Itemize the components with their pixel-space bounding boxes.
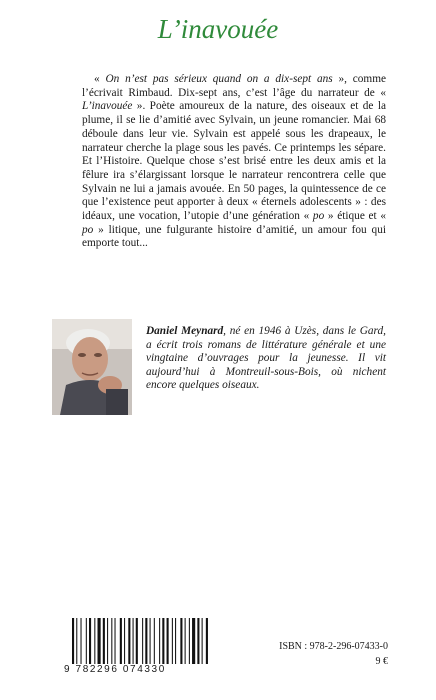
blurb-paragraph: [82, 73, 386, 251]
barcode-bar: [145, 618, 147, 664]
barcode-bar: [189, 618, 190, 664]
barcode-bar: [167, 618, 169, 664]
author-bio: [146, 325, 386, 393]
book-price: 9 €: [375, 656, 388, 667]
blurb-end: » litique, une fulgurante histoire d’amitié, un amour fou qui emporte tout...: [82, 223, 386, 250]
barcode-bar: [98, 618, 101, 664]
author-name: Daniel Meynard: [146, 325, 224, 337]
barcode-bar: [115, 618, 116, 664]
barcode-bar: [175, 618, 176, 664]
barcode-bar: [133, 618, 134, 664]
barcode: [64, 614, 220, 674]
barcode-bar: [86, 618, 87, 664]
barcode-bar: [154, 618, 155, 664]
barcode-bar: [120, 618, 122, 664]
barcode-bar: [76, 618, 77, 664]
barcode-bar: [111, 618, 112, 664]
barcode-bars: [68, 618, 216, 664]
barcode-bar: [72, 618, 74, 664]
barcode-bar: [172, 618, 173, 664]
author-bio-text: , né en 1946 à Uzès, dans le Gard, a écrit trois romans de littérature générale et une vingtaine d’ouvrages pour la jeunesse. Il vit aujourd’hui à Montreuil-sous-Bois, où nichent encore quelques oiseaux.: [146, 325, 386, 392]
barcode-bar: [162, 618, 164, 664]
barcode-bar: [206, 618, 208, 664]
blurb-book-title: L’inavouée: [82, 100, 133, 113]
barcode-bar: [185, 618, 186, 664]
barcode-bar: [107, 618, 108, 664]
barcode-bar: [136, 618, 138, 664]
blurb-po-1: po: [312, 210, 325, 223]
back-cover-blurb: [82, 73, 386, 251]
blurb-quote-rest: », comme l’écrivait Rimbaud. Dix-sept ans, c’est l’âge du narrateur de «: [82, 73, 386, 99]
barcode-bar: [128, 618, 130, 664]
barcode-bar: [159, 618, 160, 664]
barcode-bar: [124, 618, 125, 664]
blurb-middle: » étique et «: [324, 210, 386, 223]
barcode-bar: [202, 618, 203, 664]
blurb-body: ». Poète amoureux de la nature, des oiseaux et de la plume, il se lie d’amitié avec Sylvain, un jeune romancier. Mai 68 déboule dans leur vie. Sylvain est appelé sous les drapeaux, le narrateur cherche la plage sous les pavés. Ce printemps les sépare. Et l’Histoire. Quelque chose s’est brisé entre les deux amis et la fêlure ira s’élargissant lorsque le narrateur rencontrera celle que Sylvain ne lui a jamais avouée. En 50 pages, la quintessence de ce que l’existence peut apporter à deux « éternels adolescents » : des idéaux, une vocation, l’utopie d’une génération «: [82, 100, 386, 223]
barcode-digits: 9 782296 074330: [64, 664, 166, 675]
barcode-bar: [180, 618, 182, 664]
blurb-quote-open: «: [94, 73, 106, 85]
book-title: L’inavouée: [157, 14, 279, 44]
barcode-bar: [94, 618, 95, 664]
barcode-bar: [142, 618, 143, 664]
barcode-bar: [103, 618, 105, 664]
barcode-bar: [89, 618, 91, 664]
barcode-bar: [81, 618, 82, 664]
author-photo: [52, 319, 132, 415]
blurb-po-2: po: [82, 223, 94, 236]
author-photo-illustration: [52, 319, 132, 415]
barcode-bar: [192, 618, 195, 664]
rimbaud-quote: On n’est pas sérieux quand on a dix-sept ans: [105, 73, 333, 85]
barcode-bar: [150, 618, 151, 664]
isbn-number: ISBN : 978-2-296-07433-0: [279, 641, 388, 652]
barcode-bar: [197, 618, 199, 664]
